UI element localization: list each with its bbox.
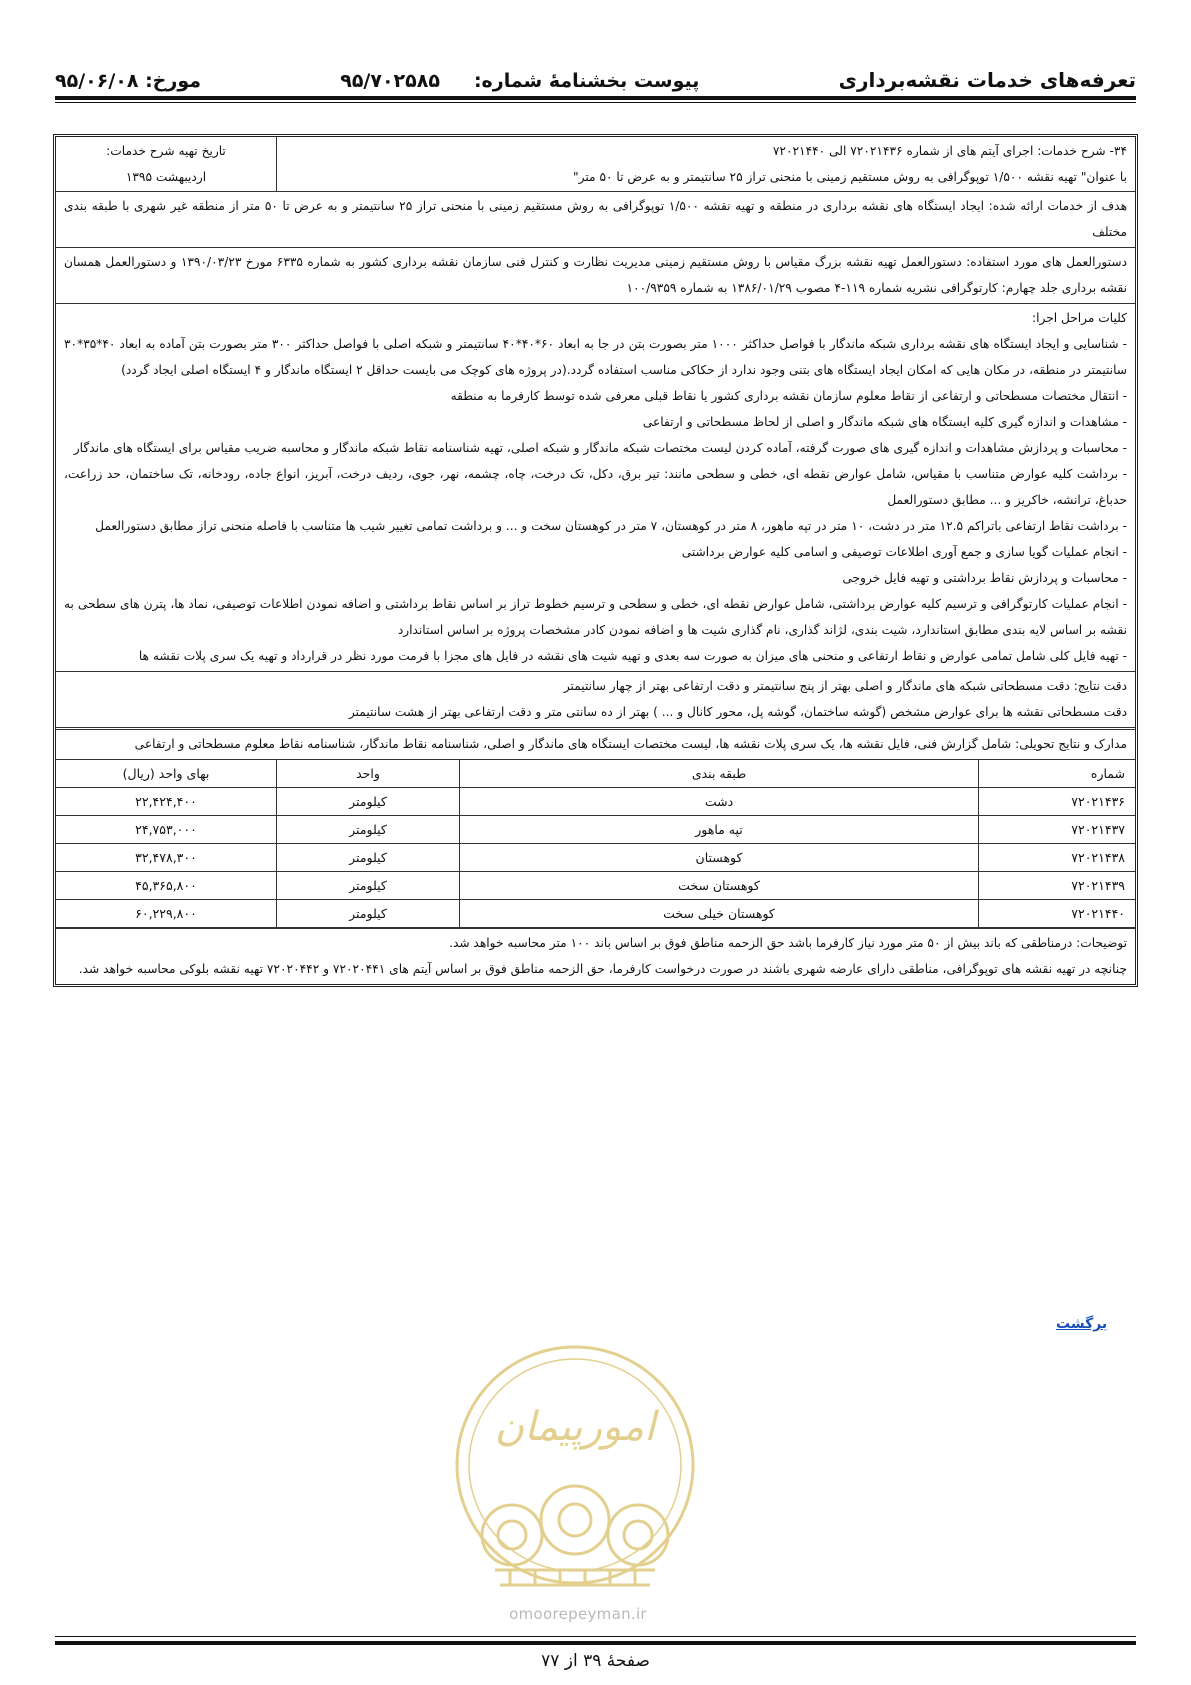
item-category: دشت (460, 788, 979, 816)
goal-row (56, 192, 1135, 248)
deliverables-row (56, 730, 1135, 760)
item-code: ۷۲۰۲۱۴۳۸ (979, 844, 1136, 872)
item-unit: کیلومتر (277, 844, 460, 872)
preparation-date-value: اردیبهشت ۱۳۹۵ (125, 170, 207, 184)
table-row (56, 816, 1135, 844)
item-code: ۷۲۰۲۱۴۳۹ (979, 872, 1136, 900)
step-item: - شناسایی و ایجاد ایستگاه های نقشه برداری شبکه ماندگار با فواصل حداکثر ۱۰۰۰ متر بصورت بتن در جا به ابعاد ۶۰*۴۰*۴۰ سانتیمتر و شبکه اصلی با فواصل حداکثر ۳۰۰ متر بصورت بتن آماده به ابعاد ۴۰*۳۵*۳۰ سانتیمتر در منطقه، در مکان هایی که امکان ایجاد ایستگاه های بتنی وجود ندارد از حکاکی مناسب استفاده گردد.(در پروژه های کوچک می بایست حداقل ۲ ایستگاه ماندگار و ۴ ایستگاه اصلی ایجاد گردد) (64, 337, 1127, 377)
preparation-date-label: تاریخ تهیه شرح خدمات: (106, 144, 226, 158)
item-unit: کیلومتر (277, 900, 460, 928)
preparation-date (56, 137, 276, 191)
watermark-url: omoorepeyman.ir (509, 1605, 647, 1623)
header-unit: واحد (277, 760, 460, 788)
step-item: - برداشت کلیه عوارض متناسب با مقیاس، شامل عوارض نقطه ای، خطی و سطحی مانند: تیر برق، دکل، تک درخت، چاه، چشمه، نهر، جوی، ردیف درخت، آبریز، انواع جاده، رودخانه، تک ساختمان، حد زراعت، حدباغ، ترانشه، خاکریز و ... مطابق دستورالعمل (64, 467, 1127, 507)
item-category: کوهستان (460, 844, 979, 872)
header-price: بهای واحد (ریال) (56, 760, 277, 788)
service-title-row (56, 137, 1135, 192)
item-category: تپه ماهور (460, 816, 979, 844)
step-item: - مشاهدات و اندازه گیری کلیه ایستگاه های شبکه ماندگار و اصلی از لحاظ مسطحاتی و ارتفاعی (642, 415, 1127, 429)
item-price: ۳۲,۴۷۸,۳۰۰ (56, 844, 277, 872)
watermark-logo (450, 1330, 700, 1630)
page-header (55, 52, 1136, 92)
circular-date: مورخ: ۹۵/۰۶/۰۸ (55, 70, 201, 92)
notes-row (56, 929, 1135, 984)
item-price: ۶۰,۲۲۹,۸۰۰ (56, 900, 277, 928)
step-item: - انتقال مختصات مسطحاتی و ارتفاعی از نقاط معلوم سازمان نقشه برداری کشور یا نقاط قبلی معرفی شده توسط کارفرما به منطقه (450, 389, 1127, 403)
deliverables-text: مدارک و نتایج تحویلی: شامل گزارش فنی، فایل نقشه ها، یک سری پلات نقشه ها، لیست مختصات ایستگاه های ماندگار و اصلی، شناسنامه نقاط ماندگار، شناسنامه نقاط معلوم مسطحاتی و ارتفاعی (134, 737, 1127, 751)
table-header-row (56, 760, 1135, 788)
header-category: طبقه بندی (460, 760, 979, 788)
item-price: ۴۵,۳۶۵,۸۰۰ (56, 872, 277, 900)
watermark-logo-text: امورپیمان (494, 1404, 656, 1450)
circular-number: ۹۵/۷۰۲۵۸۵ (340, 70, 440, 92)
goal-text: هدف از خدمات ارائه شده: ایجاد ایستگاه های نقشه برداری در منطقه و تهیه نقشه ۱/۵۰۰ توپوگرافی به روش مستقیم زمینی با منحنی تراز ۲۵ سانتیمتر و به عرض تا ۵۰ متر از منطقه غیر شهری با طبقه بندی مختلف (64, 199, 1128, 239)
item-code: ۷۲۰۲۱۴۳۶ (979, 788, 1136, 816)
accuracy-line-2: دقت مسطحاتی نقشه ها برای عوارض مشخص (گوشه ساختمان، گوشه پل، محور کانال و ... ) بهتر از ده سانتی متر و دقت ارتفاعی بهتر از هشت سانتیمتر (348, 705, 1127, 719)
step-item: - انجام عملیات کارتوگرافی و ترسیم کلیه عوارض برداشتی، شامل عوارض نقطه ای، خطی و سطحی و ترسیم خطوط تراز بر اساس نقاط برداشتی و اضافه نمودن اطلاعات توصیفی، نماد ها، پترن های سطحی به نقشه بر اساس لایه بندی مطابق استاندارد، شیت بندی، لژاند گذاری، نام گذاری شیت ها و اضافه نمودن کادر مشخصات پروژه بر اساس استاندارد (64, 597, 1127, 637)
page-number: صفحهٔ ۳۹ از ۷۷ (541, 1651, 650, 1671)
instructions-row (56, 248, 1135, 304)
table-row (56, 900, 1135, 928)
notes-line-1: توضیحات: درمناطقی که باند بیش از ۵۰ متر مورد نیاز کارفرما باشد حق الزحمه مناطق فوق بر اساس باند ۱۰۰ متر محاسبه خواهد شد. (449, 936, 1127, 950)
item-category: کوهستان خیلی سخت (460, 900, 979, 928)
back-link[interactable]: برگشت (1056, 1316, 1108, 1332)
step-item: - محاسبات و پردازش مشاهدات و اندازه گیری های صورت گرفته، آماده کردن لیست مختصات شبکه ماندگار و شبکه اصلی، تهیه شناسنامه نقاط شبکه ماندگار و محاسبه ضریب مقیاس برای ایستگاه های ماندگار (73, 441, 1127, 455)
notes-line-2: چنانچه در تهیه نقشه های توپوگرافی، مناطقی دارای عارضه شهری باشند در صورت درخواست کارفرما، حق الزحمه مناطق فوق بر اساس آیتم های ۷۲۰۲۰۴۴۱ و ۷۲۰۲۰۴۴۲ تهیه نقشه بلوکی محاسبه خواهد شد. (78, 962, 1127, 976)
step-item: - انجام عملیات گویا سازی و جمع آوری اطلاعات توصیفی و اسامی کلیه عوارض برداشتی (681, 545, 1127, 559)
table-row (56, 844, 1135, 872)
step-item: - تهیه فایل کلی شامل تمامی عوارض و نقاط ارتفاعی و منحنی های میزان به صورت سه بعدی و تهیه شیت های نقشه در فایل های مجزا با فرمت مورد نظر در قرارداد و تهیه یک سری پلات نقشه ها (138, 649, 1127, 663)
price-table (56, 760, 1135, 928)
table-row (56, 788, 1135, 816)
item-unit: کیلومتر (277, 788, 460, 816)
footer-rule (55, 1641, 1136, 1645)
item-unit: کیلومتر (277, 816, 460, 844)
item-code: ۷۲۰۲۱۴۴۰ (979, 900, 1136, 928)
service-title-line-1: ۳۴- شرح خدمات: اجرای آیتم های از شماره ۷۲۰۲۱۴۳۶ الی ۷۲۰۲۱۴۴۰ (772, 144, 1127, 158)
price-table-row (56, 760, 1135, 929)
document-title: تعرفه‌های خدمات نقشه‌برداری (838, 68, 1136, 92)
accuracy-row (56, 672, 1135, 730)
service-description-box (53, 134, 1138, 987)
circular-info (340, 70, 699, 92)
accuracy-line-1: دقت نتایج: دقت مسطحاتی شبکه های ماندگار و اصلی بهتر از پنج سانتیمتر و دقت ارتفاعی بهتر از چهار سانتیمتر (563, 679, 1127, 693)
steps-row (56, 304, 1135, 672)
header-rule-thin (55, 102, 1136, 103)
item-code: ۷۲۰۲۱۴۳۷ (979, 816, 1136, 844)
steps-title: کلیات مراحل اجرا: (1032, 311, 1127, 325)
header-code: شماره (979, 760, 1136, 788)
item-price: ۲۲,۴۲۴,۴۰۰ (56, 788, 277, 816)
service-title (276, 137, 1135, 191)
item-price: ۲۴,۷۵۳,۰۰۰ (56, 816, 277, 844)
step-item: - محاسبات و پردازش نقاط برداشتی و تهیه فایل خروجی (842, 571, 1127, 585)
step-item: - برداشت نقاط ارتفاعی باتراکم ۱۲.۵ متر در دشت، ۱۰ متر در تپه ماهور، ۸ متر در کوهستان، ۷ متر در کوهستان سخت و ... و برداشت تمامی تغییر شیب ها متناسب با فاصله منحنی تراز مطابق دستورالعمل (95, 519, 1127, 533)
service-title-line-2: با عنوان" تهیه نقشه ۱/۵۰۰ توپوگرافی به روش مستقیم زمینی با منحنی تراز ۲۵ سانتیمتر و به عرض تا ۵۰ متر" (573, 170, 1127, 184)
instructions-text: دستورالعمل های مورد استفاده: دستورالعمل تهیه نقشه بزرگ مقیاس با روش مستقیم زمینی مدیریت نظارت و کنترل فنی سازمان نقشه برداری کشور به شماره ۶۳۳۵ مورخ ۱۳۹۰/۰۳/۲۳ و دستورالعمل همسان نقشه برداری جلد چهارم: کارتوگرافی نشریه شماره ۱۱۹-۴ مصوب ۱۳۸۶/۰۱/۲۹ به شماره ۱۰۰/۹۳۵۹ (64, 255, 1127, 295)
header-rule (55, 96, 1136, 100)
item-category: کوهستان سخت (460, 872, 979, 900)
item-unit: کیلومتر (277, 872, 460, 900)
footer-rule-thin (55, 1636, 1136, 1637)
attachment-label: پیوست بخشنامهٔ شماره: (473, 70, 700, 92)
table-row (56, 872, 1135, 900)
